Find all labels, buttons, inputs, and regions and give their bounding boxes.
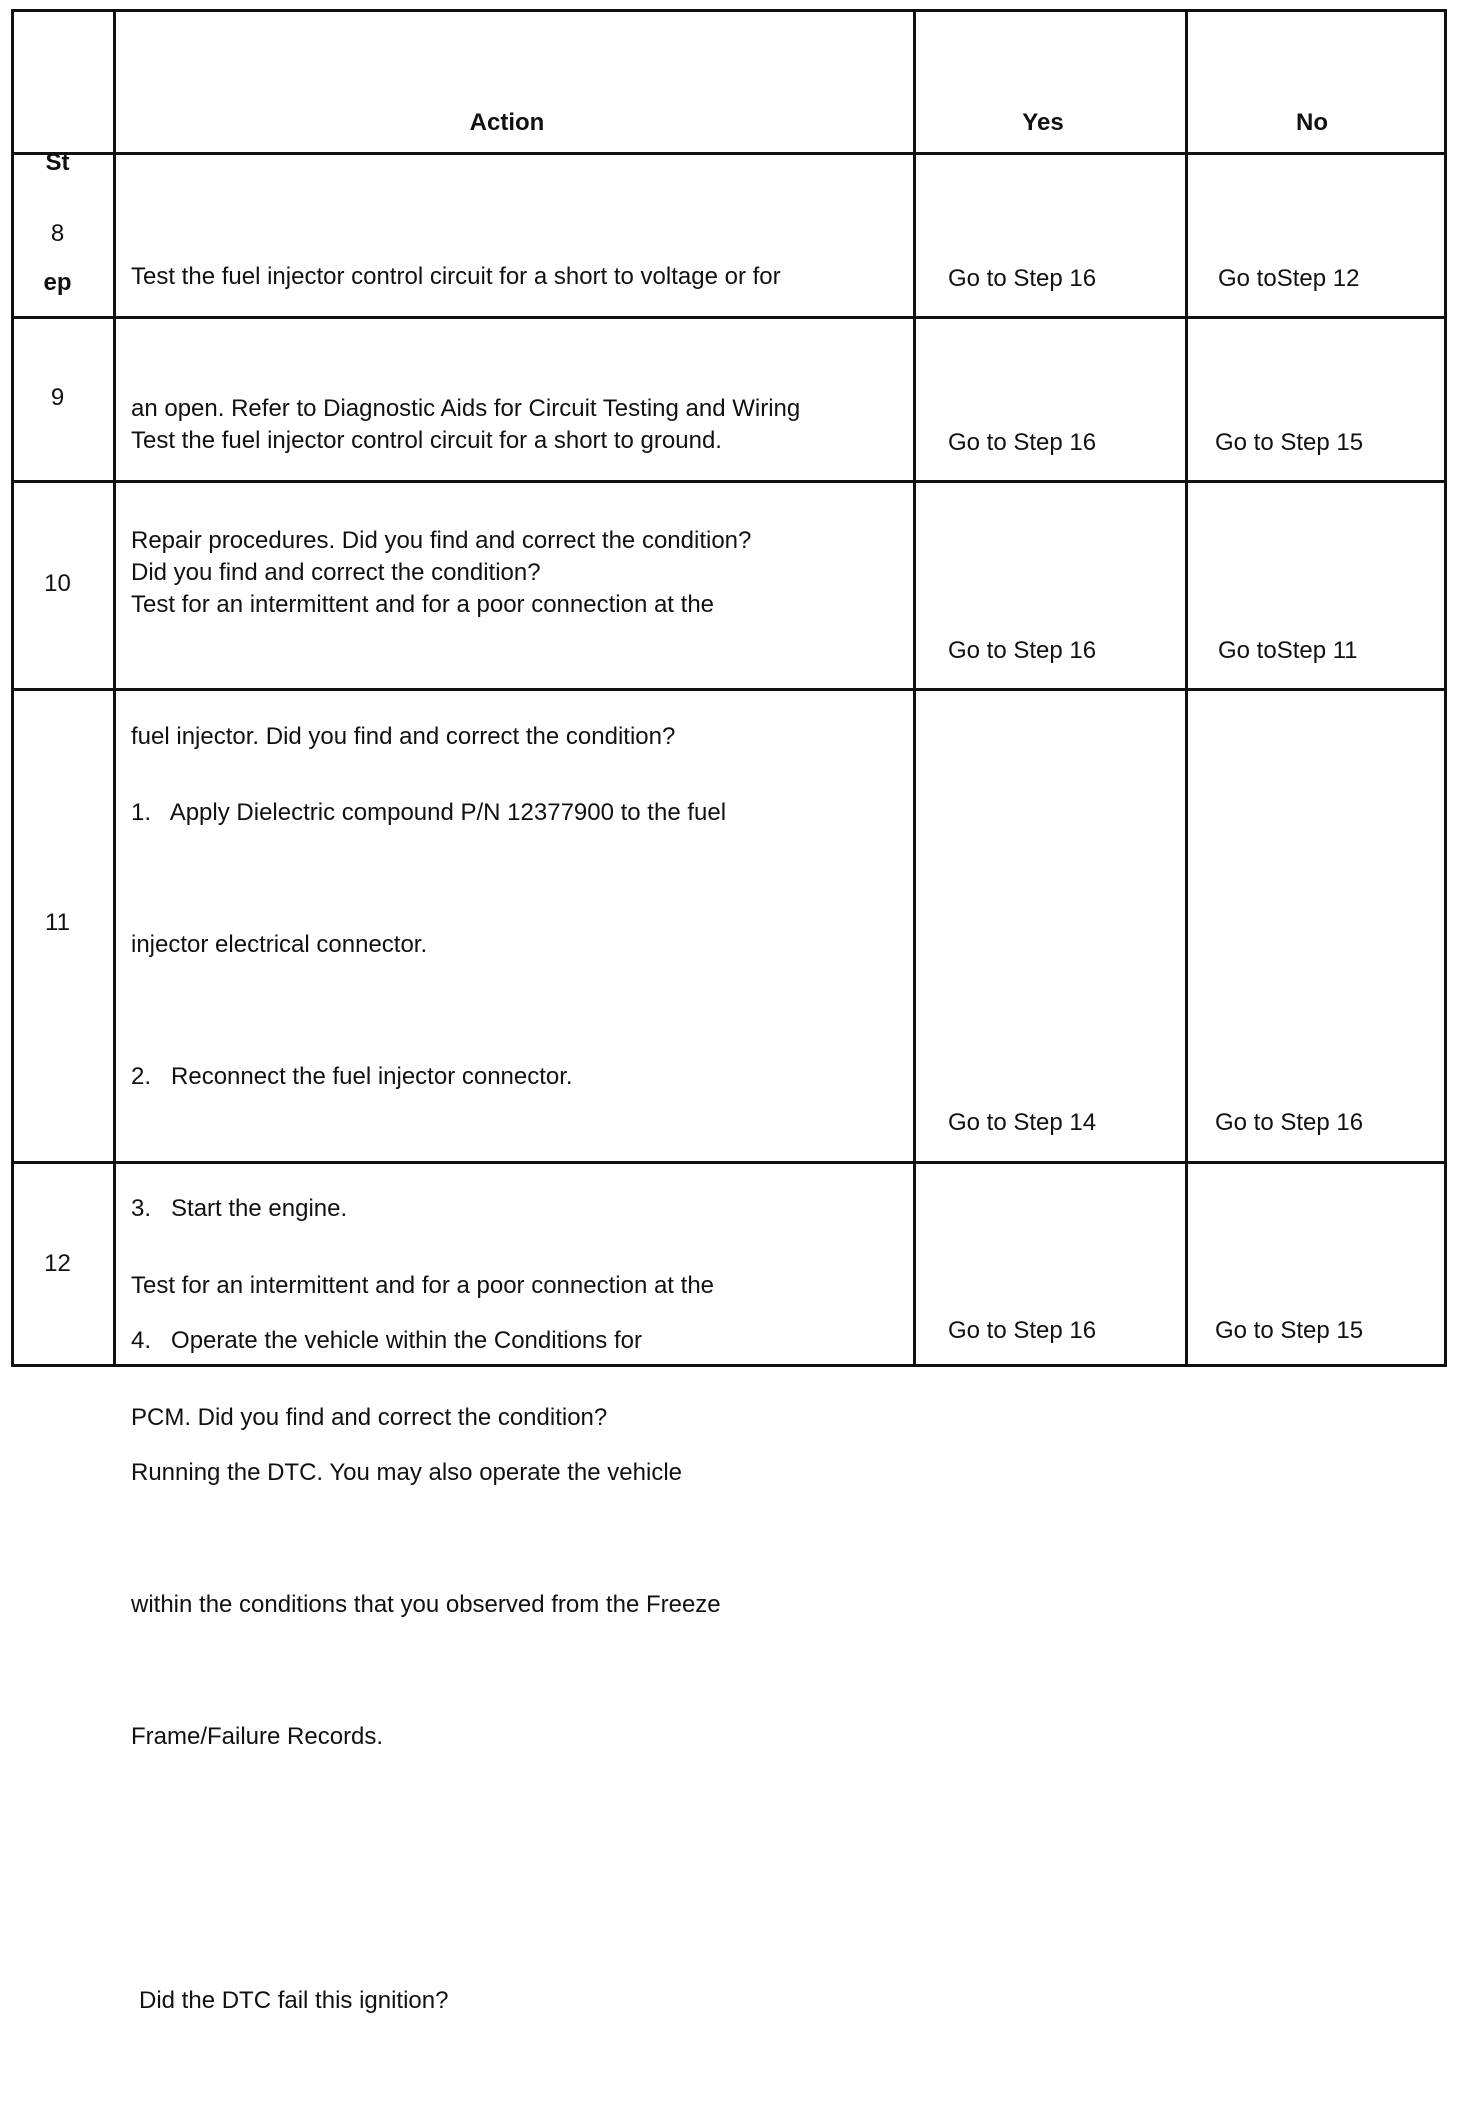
action-line: fuel injector. Did you find and correct the condition? <box>131 723 676 750</box>
header-yes: Yes <box>1022 109 1064 136</box>
column-divider <box>1185 12 1188 1364</box>
step-number: 11 <box>45 909 70 936</box>
action-line: 2. Reconnect the fuel injector connector. <box>131 1063 573 1090</box>
step-number: 12 <box>44 1250 71 1277</box>
column-divider <box>913 12 916 1364</box>
action-line: Repair procedures. Did you find and correct the condition? <box>131 527 752 554</box>
blank-line <box>131 1847 726 1891</box>
action-line: 1. Apply Dielectric compound P/N 12377900 to the fuel <box>131 799 727 826</box>
action-line: Test for an intermittent and for a poor connection at the <box>131 1272 715 1299</box>
yes-link[interactable]: Go to Step 16 <box>948 637 1097 664</box>
action-line: an open. Refer to Diagnostic Aids for Circuit Testing and Wiring <box>131 395 801 422</box>
action-line: Did the DTC fail this ignition? <box>139 1987 449 2014</box>
diagnostic-table <box>11 9 1447 2014</box>
header-action: Action <box>469 109 545 136</box>
action-line: Frame/Failure Records. <box>131 1723 384 1750</box>
action-line: Did you find and correct the condition? <box>131 559 541 586</box>
header-no: No <box>1296 109 1328 136</box>
column-divider <box>113 12 116 1364</box>
step-number: 9 <box>50 384 65 411</box>
no-link[interactable]: Go to Step 15 <box>1215 429 1364 456</box>
yes-link[interactable]: Go to Step 16 <box>948 1317 1097 1344</box>
yes-link[interactable]: Go to Step 16 <box>948 429 1097 456</box>
header-step-line: St <box>45 149 70 176</box>
yes-link[interactable]: Go to Step 14 <box>948 1109 1097 1136</box>
action-line: 4. Operate the vehicle within the Conditions for <box>131 1327 642 1354</box>
action-line: Test for an intermittent and for a poor connection at the <box>131 591 715 618</box>
action-line: Running the DTC. You may also operate the vehicle <box>131 1459 683 1486</box>
action-text <box>131 1176 714 1528</box>
no-link[interactable]: Go toStep 11 <box>1218 637 1358 664</box>
row-divider <box>14 152 1444 155</box>
action-line: Test the fuel injector control circuit for a short to voltage or for <box>131 263 781 290</box>
no-link[interactable]: Go toStep 12 <box>1218 265 1360 292</box>
action-line: injector electrical connector. <box>131 931 428 958</box>
action-line: within the conditions that you observed from the Freeze <box>131 1591 721 1618</box>
header-step-line: ep <box>43 269 72 296</box>
step-number: 8 <box>50 220 65 247</box>
yes-link[interactable]: Go to Step 16 <box>948 265 1097 292</box>
no-link[interactable]: Go to Step 16 <box>1215 1109 1364 1136</box>
action-line: PCM. Did you find and correct the condition? <box>131 1404 608 1431</box>
no-link[interactable]: Go to Step 15 <box>1215 1317 1364 1344</box>
action-line: Test the fuel injector control circuit for a short to ground. <box>131 427 722 454</box>
action-line: 3. Start the engine. <box>131 1195 348 1222</box>
step-number: 10 <box>44 570 71 597</box>
